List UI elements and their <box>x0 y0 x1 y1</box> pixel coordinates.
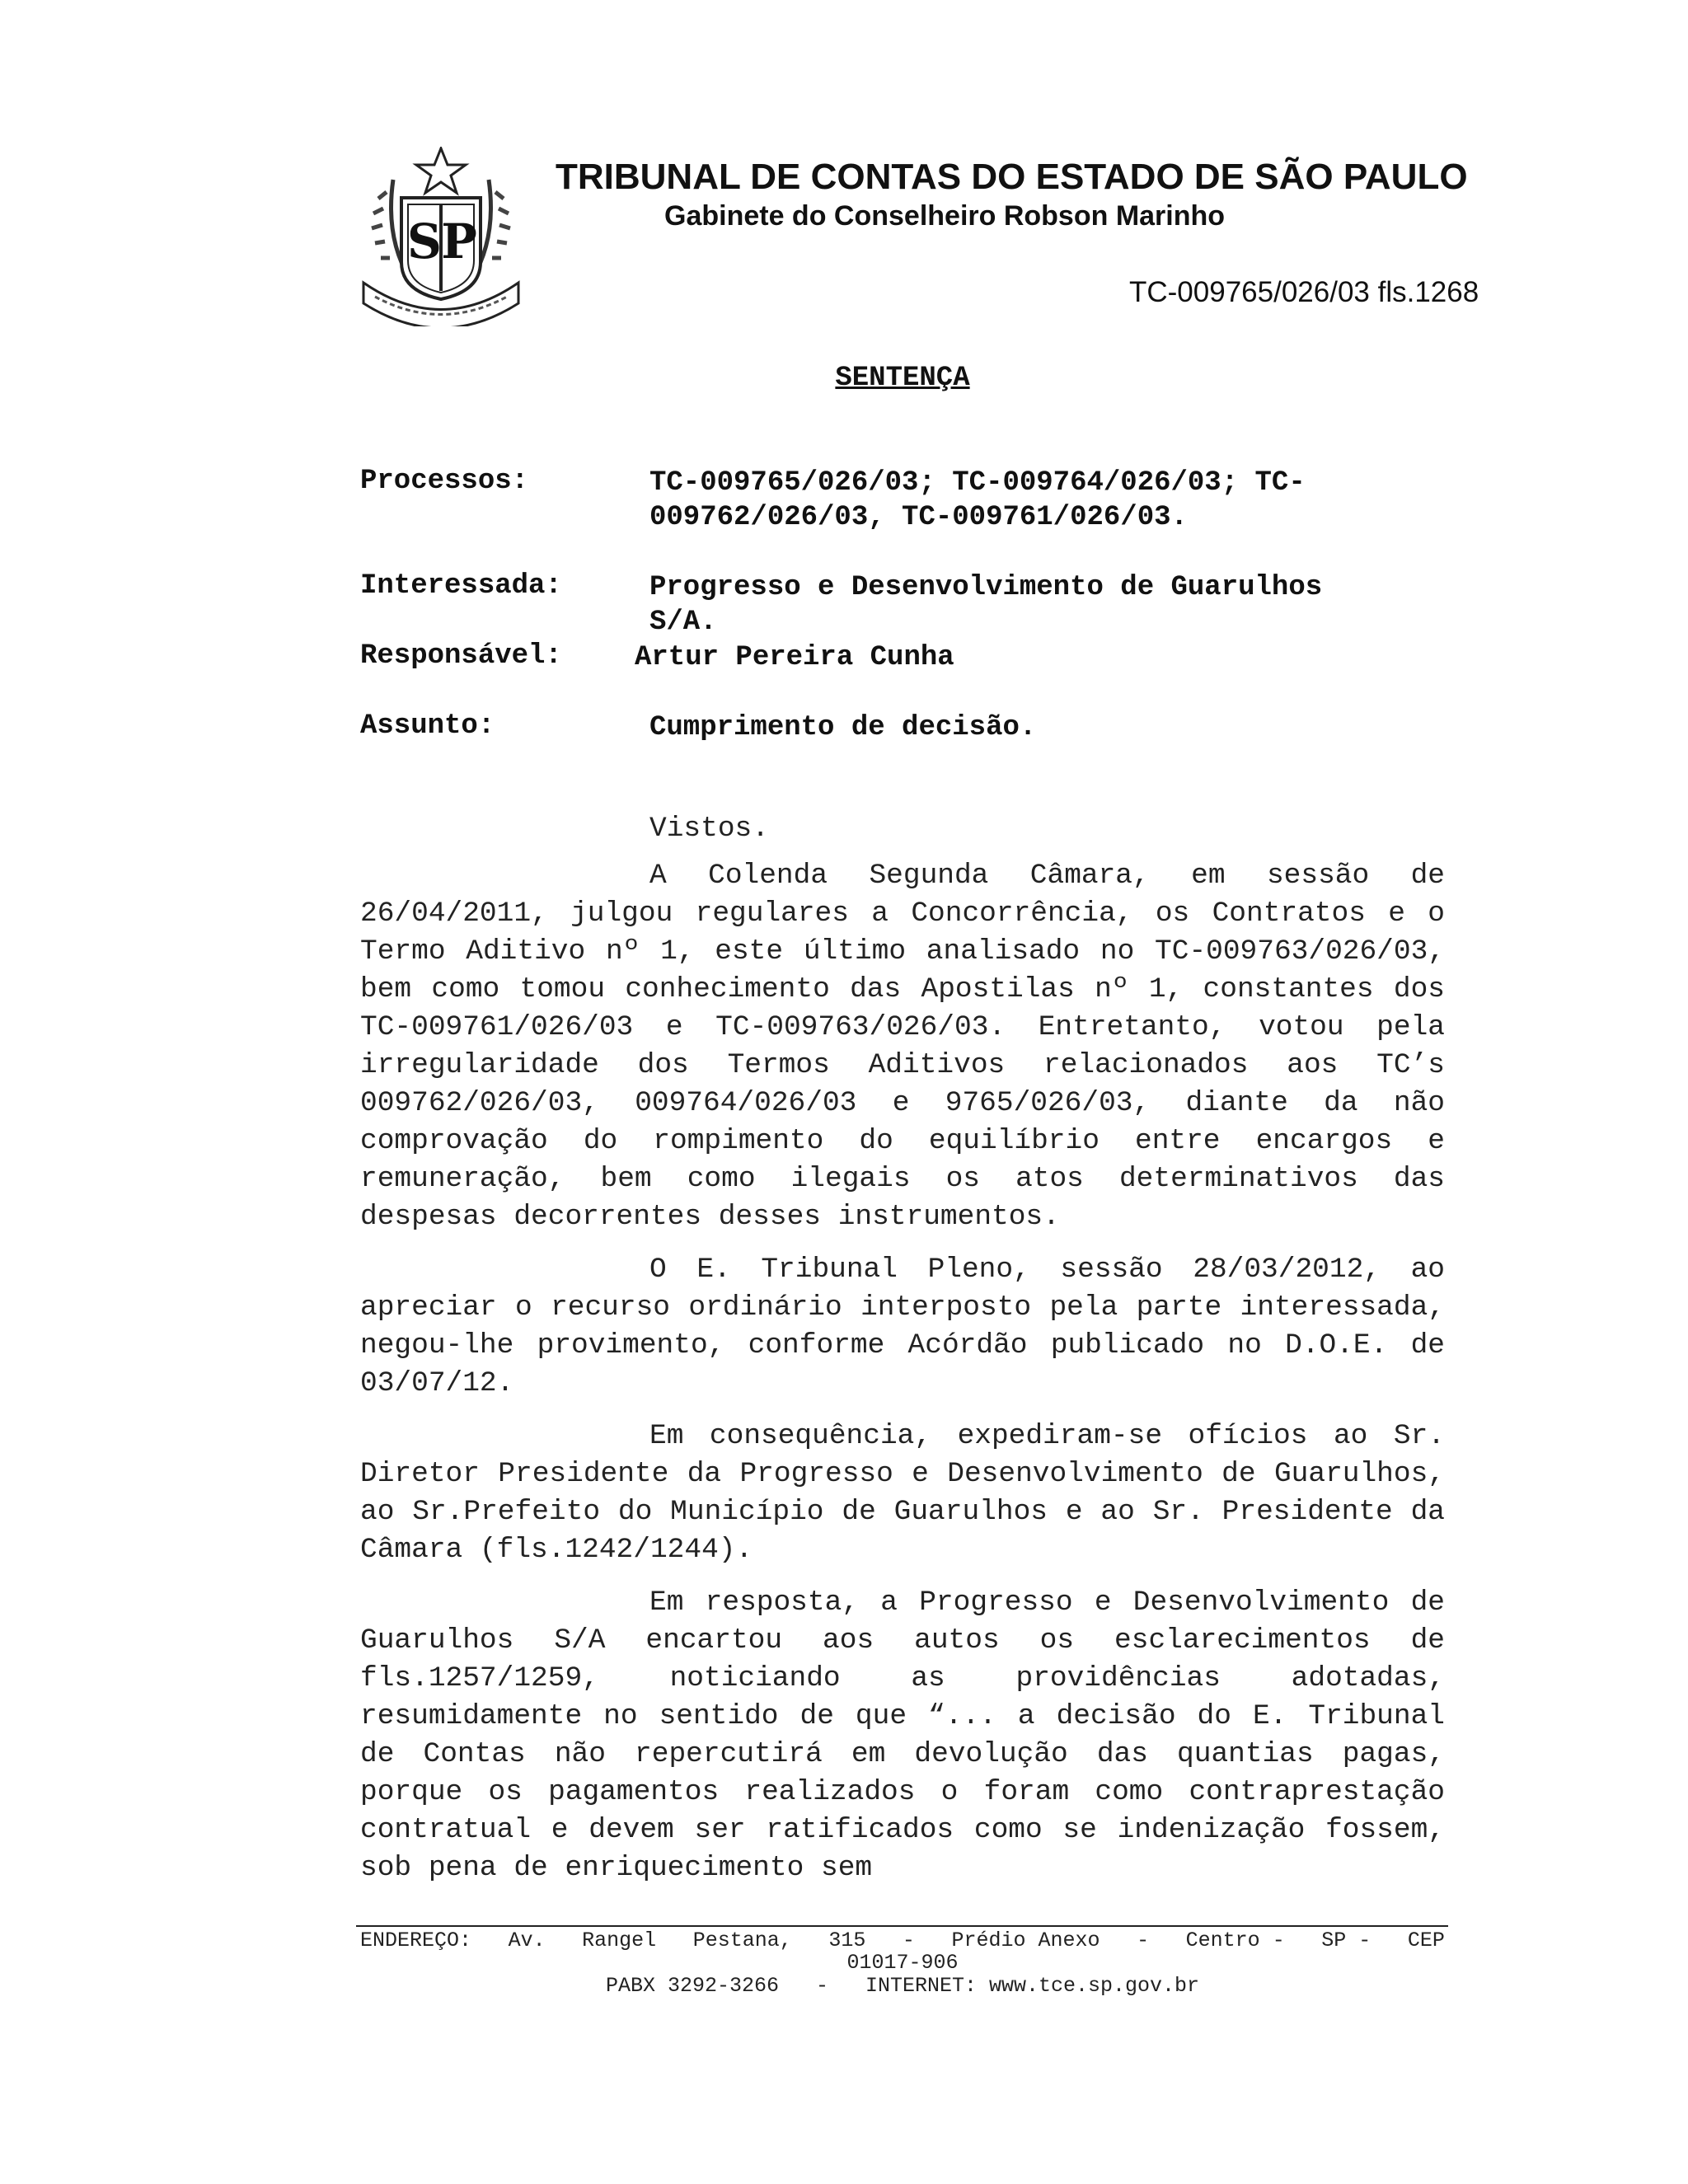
interessada-value <box>649 570 1322 640</box>
paragraph: A Colenda Segunda Câmara, em sessão de 26/04/2011, julgou regulares a Concorrência, os Contratos e o Termo Aditivo nº 1, este último analisado no TC-009763/026/03, bem como tomou conhecimento das Apostilas nº 1, constantes dos TC-009761/026/03 e TC-009763/026/03. Entretanto, votou pela irregularidade dos Termos Aditivos relacionados aos TC’s 009762/026/03, 009764/026/03 e 9765/026/03, diante da não comprovação do rompimento do equilíbrio entre encargos e remuneração, bem como ilegais os atos determinativos das despesas decorrentes desses instrumentos. <box>360 860 1445 1233</box>
footer-address-part: SP - <box>1321 1929 1372 1952</box>
assunto-label: Assunto: <box>360 710 495 742</box>
footer-address-part: CEP <box>1407 1929 1445 1952</box>
assunto-value: Cumprimento de decisão. <box>649 712 1037 743</box>
paragraph: O E. Tribunal Pleno, sessão 28/03/2012, ao apreciar o recurso ordinário interposto pela parte interessada, negou-lhe provimento, conforme Acórdão publicado no D.O.E. de 03/07/12. <box>360 1254 1445 1399</box>
svg-text:S: S <box>407 213 442 269</box>
footer-address-part: ENDEREÇO: <box>360 1929 472 1952</box>
footer-divider <box>356 1925 1448 1927</box>
sentence-body <box>360 857 1445 1902</box>
sao-paulo-coat-of-arms-icon <box>360 147 522 326</box>
footer-address <box>360 1930 1445 1951</box>
processos-line-1: TC-009765/026/03; TC-009764/026/03; TC- <box>649 467 1306 499</box>
paragraph: Em consequência, expediram-se ofícios ao Sr. Diretor Presidente da Progresso e Desenvolvimento de Guarulhos, ao Sr.Prefeito do Município de Guarulhos e ao Sr. Presidente da Câmara (fls.1242/1244). <box>360 1420 1445 1566</box>
interessada-line-1: Progresso e Desenvolvimento de Guarulhos <box>649 572 1323 603</box>
processos-line-2: 009762/026/03, TC-009761/026/03. <box>649 502 1188 533</box>
footer-address-part: Pestana, <box>692 1929 792 1952</box>
footer-address-part: Rangel <box>582 1929 657 1952</box>
responsavel-label: Responsável: <box>360 640 562 672</box>
footer-address-part: Av. <box>508 1929 546 1952</box>
responsavel-value: Artur Pereira Cunha <box>635 642 954 673</box>
footer-cep: 01017-906 <box>846 1951 959 1975</box>
footer-contact: PABX 3292-3266 - INTERNET: www.tce.sp.gov.br <box>605 1974 1200 1998</box>
process-page-reference: TC-009765/026/03 fls.1268 <box>1129 276 1479 308</box>
footer-address-part: - <box>1137 1929 1150 1952</box>
svg-text:P: P <box>441 213 477 269</box>
document-title: SENTENÇA <box>835 363 970 394</box>
processos-value <box>649 466 1306 535</box>
interessada-line-2: S/A. <box>649 607 717 638</box>
footer-address-part: 315 <box>828 1929 866 1952</box>
institution-title: TRIBUNAL DE CONTAS DO ESTADO DE SÃO PAULO <box>556 157 1468 197</box>
cabinet-subtitle: Gabinete do Conselheiro Robson Marinho <box>664 200 1226 232</box>
vistos-line: Vistos. <box>649 813 769 845</box>
processos-label: Processos: <box>360 466 529 497</box>
footer-address-part: - <box>902 1929 915 1952</box>
interessada-label: Interessada: <box>360 570 562 602</box>
footer-address-part: Prédio Anexo <box>951 1929 1100 1952</box>
paragraph: Em resposta, a Progresso e Desenvolvimento de Guarulhos S/A encartou aos autos os esclarecimentos de fls.1257/1259, noticiando as providências adotadas, resumidamente no sentido de que “... a decisão do E. Tribunal de Contas não repercutirá em devolução das quantias pagas, porque os pagamentos realizados o foram como contraprestação contratual e devem ser ratificados como se indenização fossem, sob pena de enriquecimento sem <box>360 1586 1445 1884</box>
footer-address-part: Centro - <box>1185 1929 1285 1952</box>
